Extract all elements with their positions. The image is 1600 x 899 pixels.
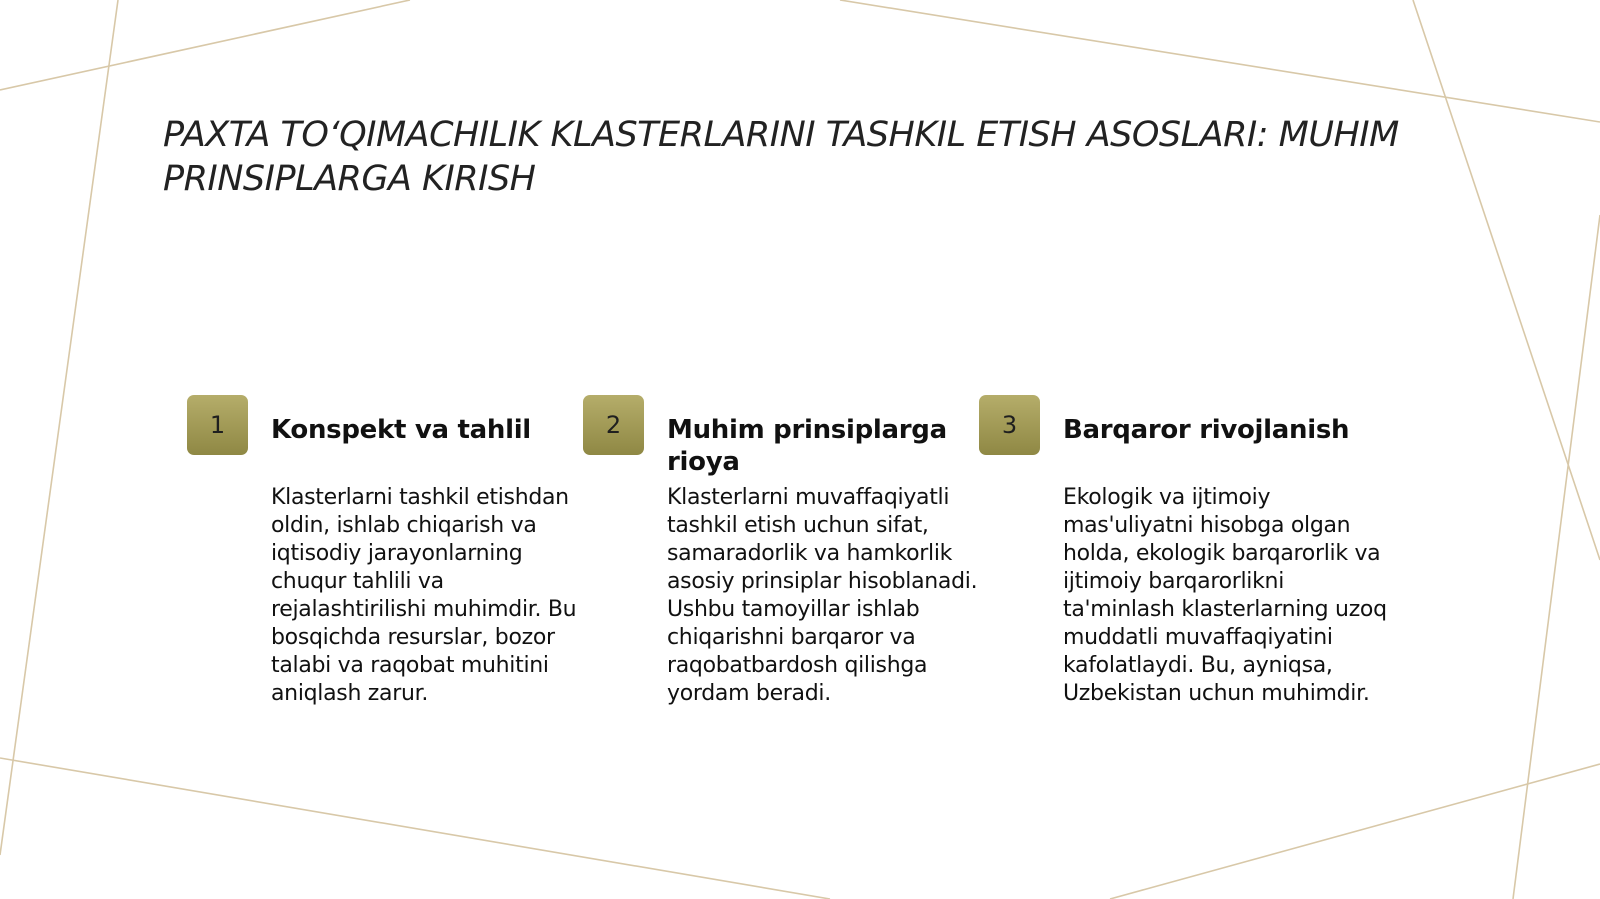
deco-line [0,758,830,899]
slide-title: PAXTA TO‘QIMACHILIK KLASTERLARINI TASHKIL ETISH ASOSLARI: MUHIM PRINSIPLARGA KIRISH [163,115,1399,199]
card-body: Klasterlarni tashkil etishdan oldin, ishlab chiqarish va iqtisodiy jarayonlarning chuqur tahlili va rejalashtirilishi muhimdir. Bu bosqichda resurslar, bozor talabi va raqobat muhitini aniqlash zarur. [271,485,577,706]
deco-line [0,0,118,855]
deco-line [1513,215,1600,899]
card-heading: Konspekt va tahlil [271,415,531,445]
card-heading: Barqaror rivojlanish [1063,415,1350,445]
number-badge: 3 [979,395,1040,455]
deco-line [1413,0,1600,560]
number-badge: 2 [583,395,644,455]
number-badge: 1 [187,395,248,455]
deco-line [840,0,1600,122]
card-body: Klasterlarni muvaffaqiyatli tashkil etish uchun sifat, samaradorlik va hamkorlik asosiy prinsiplar hisoblanadi. Ushbu tamoyillar ishlab chiqarishni barqaror va raqobatbardosh qilishga yordam beradi. [667,485,978,706]
deco-line [0,0,410,90]
card-body: Ekologik va ijtimoiy mas'uliyatni hisobga olgan holda, ekologik barqarorlik va ijtimoiy barqarorlikni ta'minlash klasterlarning uzoq muddatli muvaffaqiyatini kafolatlaydi. Bu, ayniqsa, Uzbekistan uchun muhimdir. [1063,485,1387,706]
card-heading: Muhim prinsiplarga rioya [667,415,947,477]
deco-line [1110,764,1600,899]
